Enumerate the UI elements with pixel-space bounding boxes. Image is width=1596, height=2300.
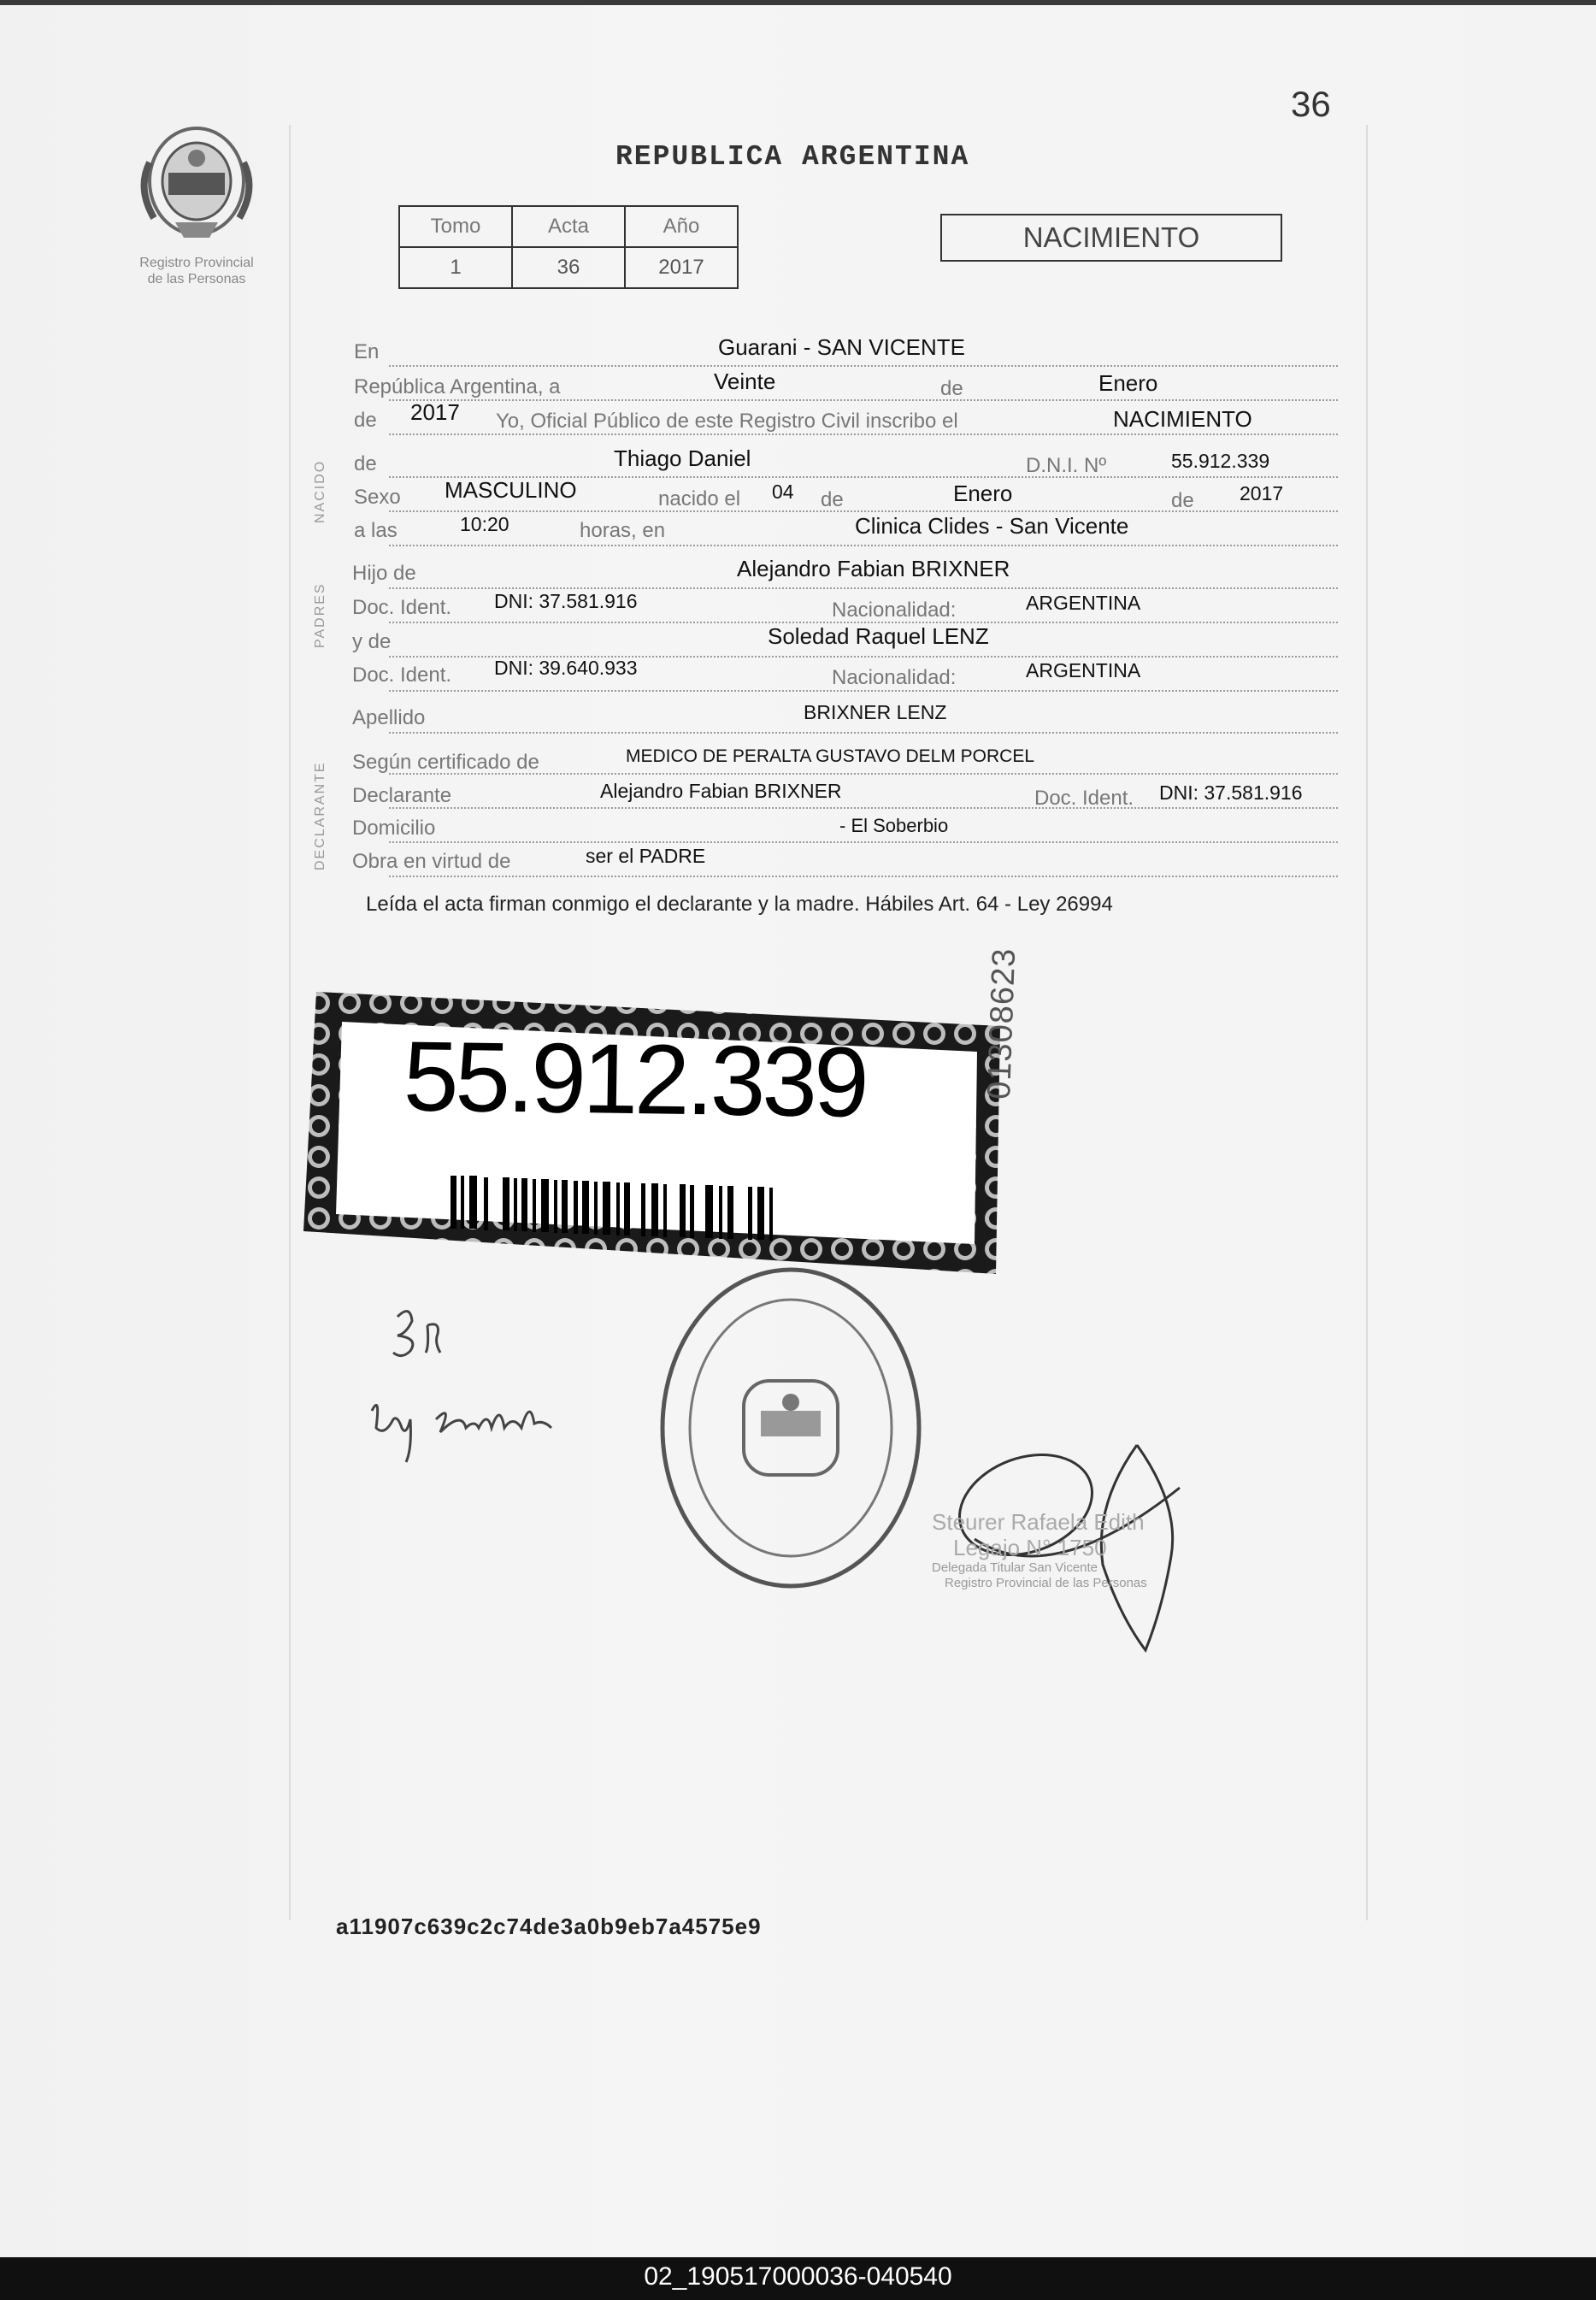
value-surname: BRIXNER LENZ xyxy=(804,701,947,723)
value-record-type: NACIMIENTO xyxy=(1113,406,1252,432)
label-de-year: de xyxy=(354,409,377,432)
value-tomo: 1 xyxy=(399,247,512,288)
official-name: Steurer Rafaela Edith xyxy=(932,1509,1145,1535)
label-obra: Obra en virtud de xyxy=(352,850,511,873)
value-dni: 55.912.339 xyxy=(1171,450,1270,472)
value-name: Thiago Daniel xyxy=(614,445,751,471)
label-doc-declarant: Doc. Ident. xyxy=(1034,787,1134,810)
value-year: 2017 xyxy=(410,399,460,425)
header-tomo: Tomo xyxy=(399,206,512,247)
label-horas-en: horas, en xyxy=(580,519,666,542)
label-de-birth-month: de xyxy=(821,488,844,511)
label-y-de: y de xyxy=(352,630,392,653)
label-de-name: de xyxy=(354,452,377,475)
emblem-caption xyxy=(120,255,274,287)
emblem-caption-line1: Registro Provincial xyxy=(139,256,254,270)
value-father: Alejandro Fabian BRIXNER xyxy=(737,556,1010,581)
record-type-box: NACIMIENTO xyxy=(940,214,1282,262)
section-label-nacido: NACIDO xyxy=(313,459,327,523)
value-anio: 2017 xyxy=(625,247,738,288)
label-dni: D.N.I. Nº xyxy=(1026,454,1107,477)
label-republica: República Argentina, a xyxy=(354,375,561,398)
province-emblem-icon xyxy=(133,120,261,248)
value-mother: Soledad Raquel LENZ xyxy=(768,623,989,649)
record-table xyxy=(398,205,739,289)
label-declarante: Declarante xyxy=(352,784,452,807)
label-apellido: Apellido xyxy=(352,706,426,729)
barcode-number: 55.912.339 xyxy=(403,1020,867,1138)
value-time: 10:20 xyxy=(460,513,509,535)
official-role: Delegada Titular San Vicente xyxy=(932,1560,1098,1575)
label-doc-father: Doc. Ident. xyxy=(352,596,452,619)
official-registry: Registro Provincial de las Personas xyxy=(945,1576,1147,1590)
value-birth-year: 2017 xyxy=(1240,482,1284,504)
value-month: Enero xyxy=(1098,370,1158,396)
value-acta: 36 xyxy=(512,247,625,288)
label-segun: Según certificado de xyxy=(352,751,539,774)
label-en: En xyxy=(354,340,380,363)
value-certificate: MEDICO DE PERALTA GUSTAVO DELM PORCEL xyxy=(626,746,1035,766)
label-nationality-father: Nacionalidad: xyxy=(832,599,957,622)
section-label-padres: PADRES xyxy=(313,582,327,648)
header-anio: Año xyxy=(625,206,738,247)
value-birth-day: 04 xyxy=(772,481,794,503)
value-place: Guarani - SAN VICENTE xyxy=(718,334,965,360)
footer-id: 02_190517000036-040540 xyxy=(644,2262,952,2291)
header-acta: Acta xyxy=(512,206,625,247)
section-label-declarante: DECLARANTE xyxy=(313,761,327,870)
value-birth-place: Clinica Clides - San Vicente xyxy=(855,513,1129,539)
closing-note: Leída el acta firman conmigo el declarante y la madre. Hábiles Art. 64 - Ley 26994 xyxy=(366,893,1113,916)
label-de-month: de xyxy=(940,377,963,400)
label-doc-mother: Doc. Ident. xyxy=(352,663,452,687)
emblem-caption-line2: de las Personas xyxy=(147,272,246,286)
value-capacity: ser el PADRE xyxy=(586,845,706,867)
value-sex: MASCULINO xyxy=(445,477,577,503)
label-hijo-de: Hijo de xyxy=(352,562,416,585)
label-a-las: a las xyxy=(354,519,398,542)
label-nationality-mother: Nacionalidad: xyxy=(832,666,957,689)
value-declarant-doc: DNI: 37.581.916 xyxy=(1159,781,1303,804)
document-hash: a11907c639c2c74de3a0b9eb7a4575e9 xyxy=(336,1914,762,1939)
document-title: REPUBLICA ARGENTINA xyxy=(615,141,970,173)
value-address: - El Soberbio xyxy=(839,815,949,836)
official-stamp xyxy=(932,1509,1205,1591)
value-father-nationality: ARGENTINA xyxy=(1026,592,1141,614)
handwritten-control-number: 01308623 xyxy=(981,947,1023,1100)
value-mother-doc: DNI: 39.640.933 xyxy=(494,657,638,679)
dotted-line xyxy=(389,846,1338,877)
label-yo: Yo, Oficial Público de este Registro Civil inscribo el xyxy=(496,410,958,433)
label-domicilio: Domicilio xyxy=(352,817,436,840)
value-father-doc: DNI: 37.581.916 xyxy=(494,590,638,612)
value-birth-month: Enero xyxy=(953,481,1013,506)
label-de-birth-year: de xyxy=(1171,489,1194,512)
page-number: 36 xyxy=(1291,84,1331,124)
label-sexo: Sexo xyxy=(354,486,401,509)
mother-signature-icon xyxy=(359,1300,581,1488)
value-declarant: Alejandro Fabian BRIXNER xyxy=(600,780,842,802)
official-legajo: Legajo N° 1750 xyxy=(953,1535,1107,1560)
label-nacido-el: nacido el xyxy=(658,487,741,510)
value-day-words: Veinte xyxy=(714,369,776,394)
value-mother-nationality: ARGENTINA xyxy=(1026,659,1141,681)
registry-seal-icon xyxy=(654,1253,928,1595)
